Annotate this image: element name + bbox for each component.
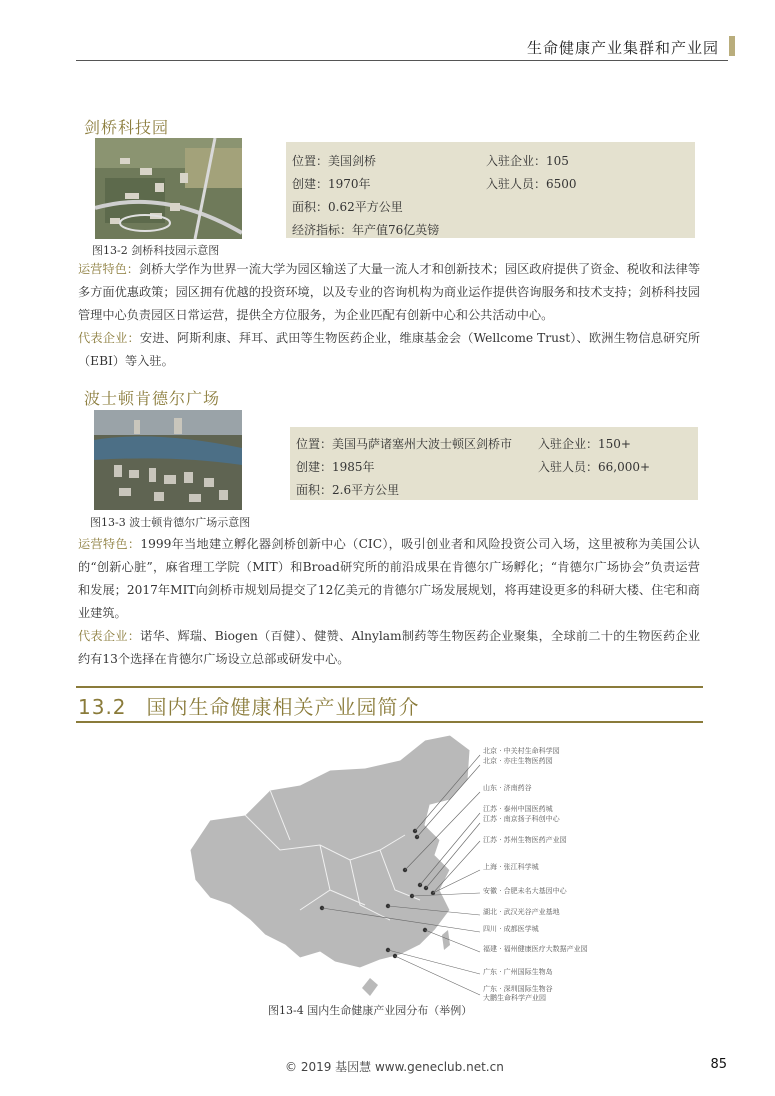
map-label-guangzhou: 广东 · 广州国际生物岛 — [483, 968, 553, 976]
cambridge-location: 位置：美国剑桥 — [292, 154, 377, 168]
map-label-anhui: 安徽 · 合肥未名大基因中心 — [483, 887, 567, 895]
cambridge-area: 面积：0.62平方公里 — [292, 200, 403, 214]
kendall-info-box — [290, 427, 698, 500]
cambridge-staff: 入驻人员：6500 — [486, 177, 577, 191]
kendall-location: 位置：美国马萨诸塞州大波士顿区剑桥市 — [296, 437, 513, 451]
kendall-rep-label: 代表企业： — [78, 629, 141, 643]
kendall-staff: 入驻人员：66,000+ — [538, 460, 651, 474]
kendall-ops-text: 1999年当地建立孵化器剑桥创新中心（CIC），吸引创业者和风险投资公司入场，这里被称为美国公认的“创新心脏”，麻省理工学院（MIT）和Broad研究所的前沿成果在肯德尔广场孵化；“肯德尔广场协会”负责运营和发展；2017年MIT向剑桥市规划局提交了12亿美元的肯德尔广场发展规划，将再建设更多的科研大楼、住宅和商业建筑。 — [78, 537, 700, 620]
cambridge-founded: 创建：1970年 — [292, 177, 371, 191]
map-label-shandong: 山东 · 济南药谷 — [483, 784, 532, 792]
map-label-jiangsu-nj: 江苏 · 南京扬子科创中心 — [483, 815, 560, 823]
cambridge-ops-paragraph — [78, 258, 700, 327]
section-rule-top — [76, 686, 703, 688]
map-label-beijing-yz: 北京 · 亦庄生物医药园 — [483, 757, 553, 765]
footer-copyright: © 2019 基因慧 www.geneclub.net.cn — [285, 1060, 504, 1074]
map-label-fujian: 福建 · 福州健康医疗大数据产业园 — [483, 945, 588, 953]
map-label-shanghai: 上海 · 张江科学城 — [483, 863, 539, 871]
map-label-hubei: 湖北 · 武汉光谷产业基地 — [483, 908, 560, 916]
header-rule — [76, 60, 728, 61]
map-label-jiangsu-tz: 江苏 · 泰州中国医药城 — [483, 805, 553, 813]
kendall-ops-label: 运营特色： — [78, 537, 141, 551]
section-number: 13.2 — [78, 695, 127, 719]
kendall-founded: 创建：1985年 — [296, 460, 375, 474]
section-heading — [78, 691, 420, 720]
cambridge-economy: 经济指标：年产值76亿英镑 — [292, 223, 440, 237]
map-label-beijing-zgc: 北京 · 中关村生命科学园 — [483, 747, 560, 755]
kendall-heading: 波士顿肯德尔广场 — [84, 389, 221, 408]
running-header-title: 生命健康产业集群和产业园 — [526, 39, 719, 57]
kendall-companies: 入驻企业：150+ — [538, 437, 631, 451]
kendall-area: 面积：2.6平方公里 — [296, 483, 400, 497]
map-label-dapeng: 大鹏生命科学产业园 — [483, 994, 546, 1002]
map-label-sichuan: 四川 · 成都医学城 — [483, 925, 539, 933]
cambridge-ops-text: 剑桥大学作为世界一流大学为园区输送了大量一流人才和创新技术；园区政府提供了资金、税收和法律等多方面优惠政策；园区拥有优越的投资环境，以及专业的咨询机构为商业运作提供咨询服务和技术支持；剑桥科技园管理中心负责园区日常运营，提供全方位服务，为企业匹配有创新中心和公共活动中心。 — [78, 262, 701, 322]
map-label-shenzhen: 广东 · 深圳国际生物谷 — [483, 985, 553, 993]
cambridge-rep-label: 代表企业： — [78, 331, 140, 345]
cambridge-rep-text: 安进、阿斯利康、拜耳、武田等生物医药企业，维康基金会（Wellcome Trust）、欧洲生物信息研究所（EBI）等入驻。 — [78, 331, 701, 368]
section-title: 国内生命健康相关产业园简介 — [146, 695, 420, 719]
section-rule-bottom — [76, 721, 703, 723]
page-number: 85 — [710, 1057, 727, 1072]
cambridge-caption: 图13-2 剑桥科技园示意图 — [92, 244, 220, 257]
kendall-rep-paragraph — [78, 625, 700, 671]
map-label-jiangsu-sz: 江苏 · 苏州生物医药产业园 — [483, 836, 567, 844]
cambridge-info-box — [286, 142, 695, 238]
kendall-caption: 图13-3 波士顿肯德尔广场示意图 — [90, 516, 251, 529]
kendall-rep-text: 诺华、辉瑞、Biogen（百健）、健赞、Alnylam制药等生物医药企业聚集，全球前二十的生物医药企业约有13个选择在肯德尔广场设立总部或研发中心。 — [78, 629, 701, 666]
map-caption: 图13-4 国内生命健康产业园分布（举例） — [268, 1004, 473, 1017]
cambridge-heading: 剑桥科技园 — [84, 118, 170, 137]
cambridge-rep-paragraph — [78, 327, 700, 373]
kendall-aerial-photo — [94, 410, 242, 510]
header-accent-bar — [729, 36, 735, 56]
kendall-ops-paragraph — [78, 533, 700, 625]
cambridge-aerial-photo — [95, 138, 242, 239]
cambridge-companies: 入驻企业：105 — [486, 154, 569, 168]
cambridge-ops-label: 运营特色： — [78, 262, 139, 276]
